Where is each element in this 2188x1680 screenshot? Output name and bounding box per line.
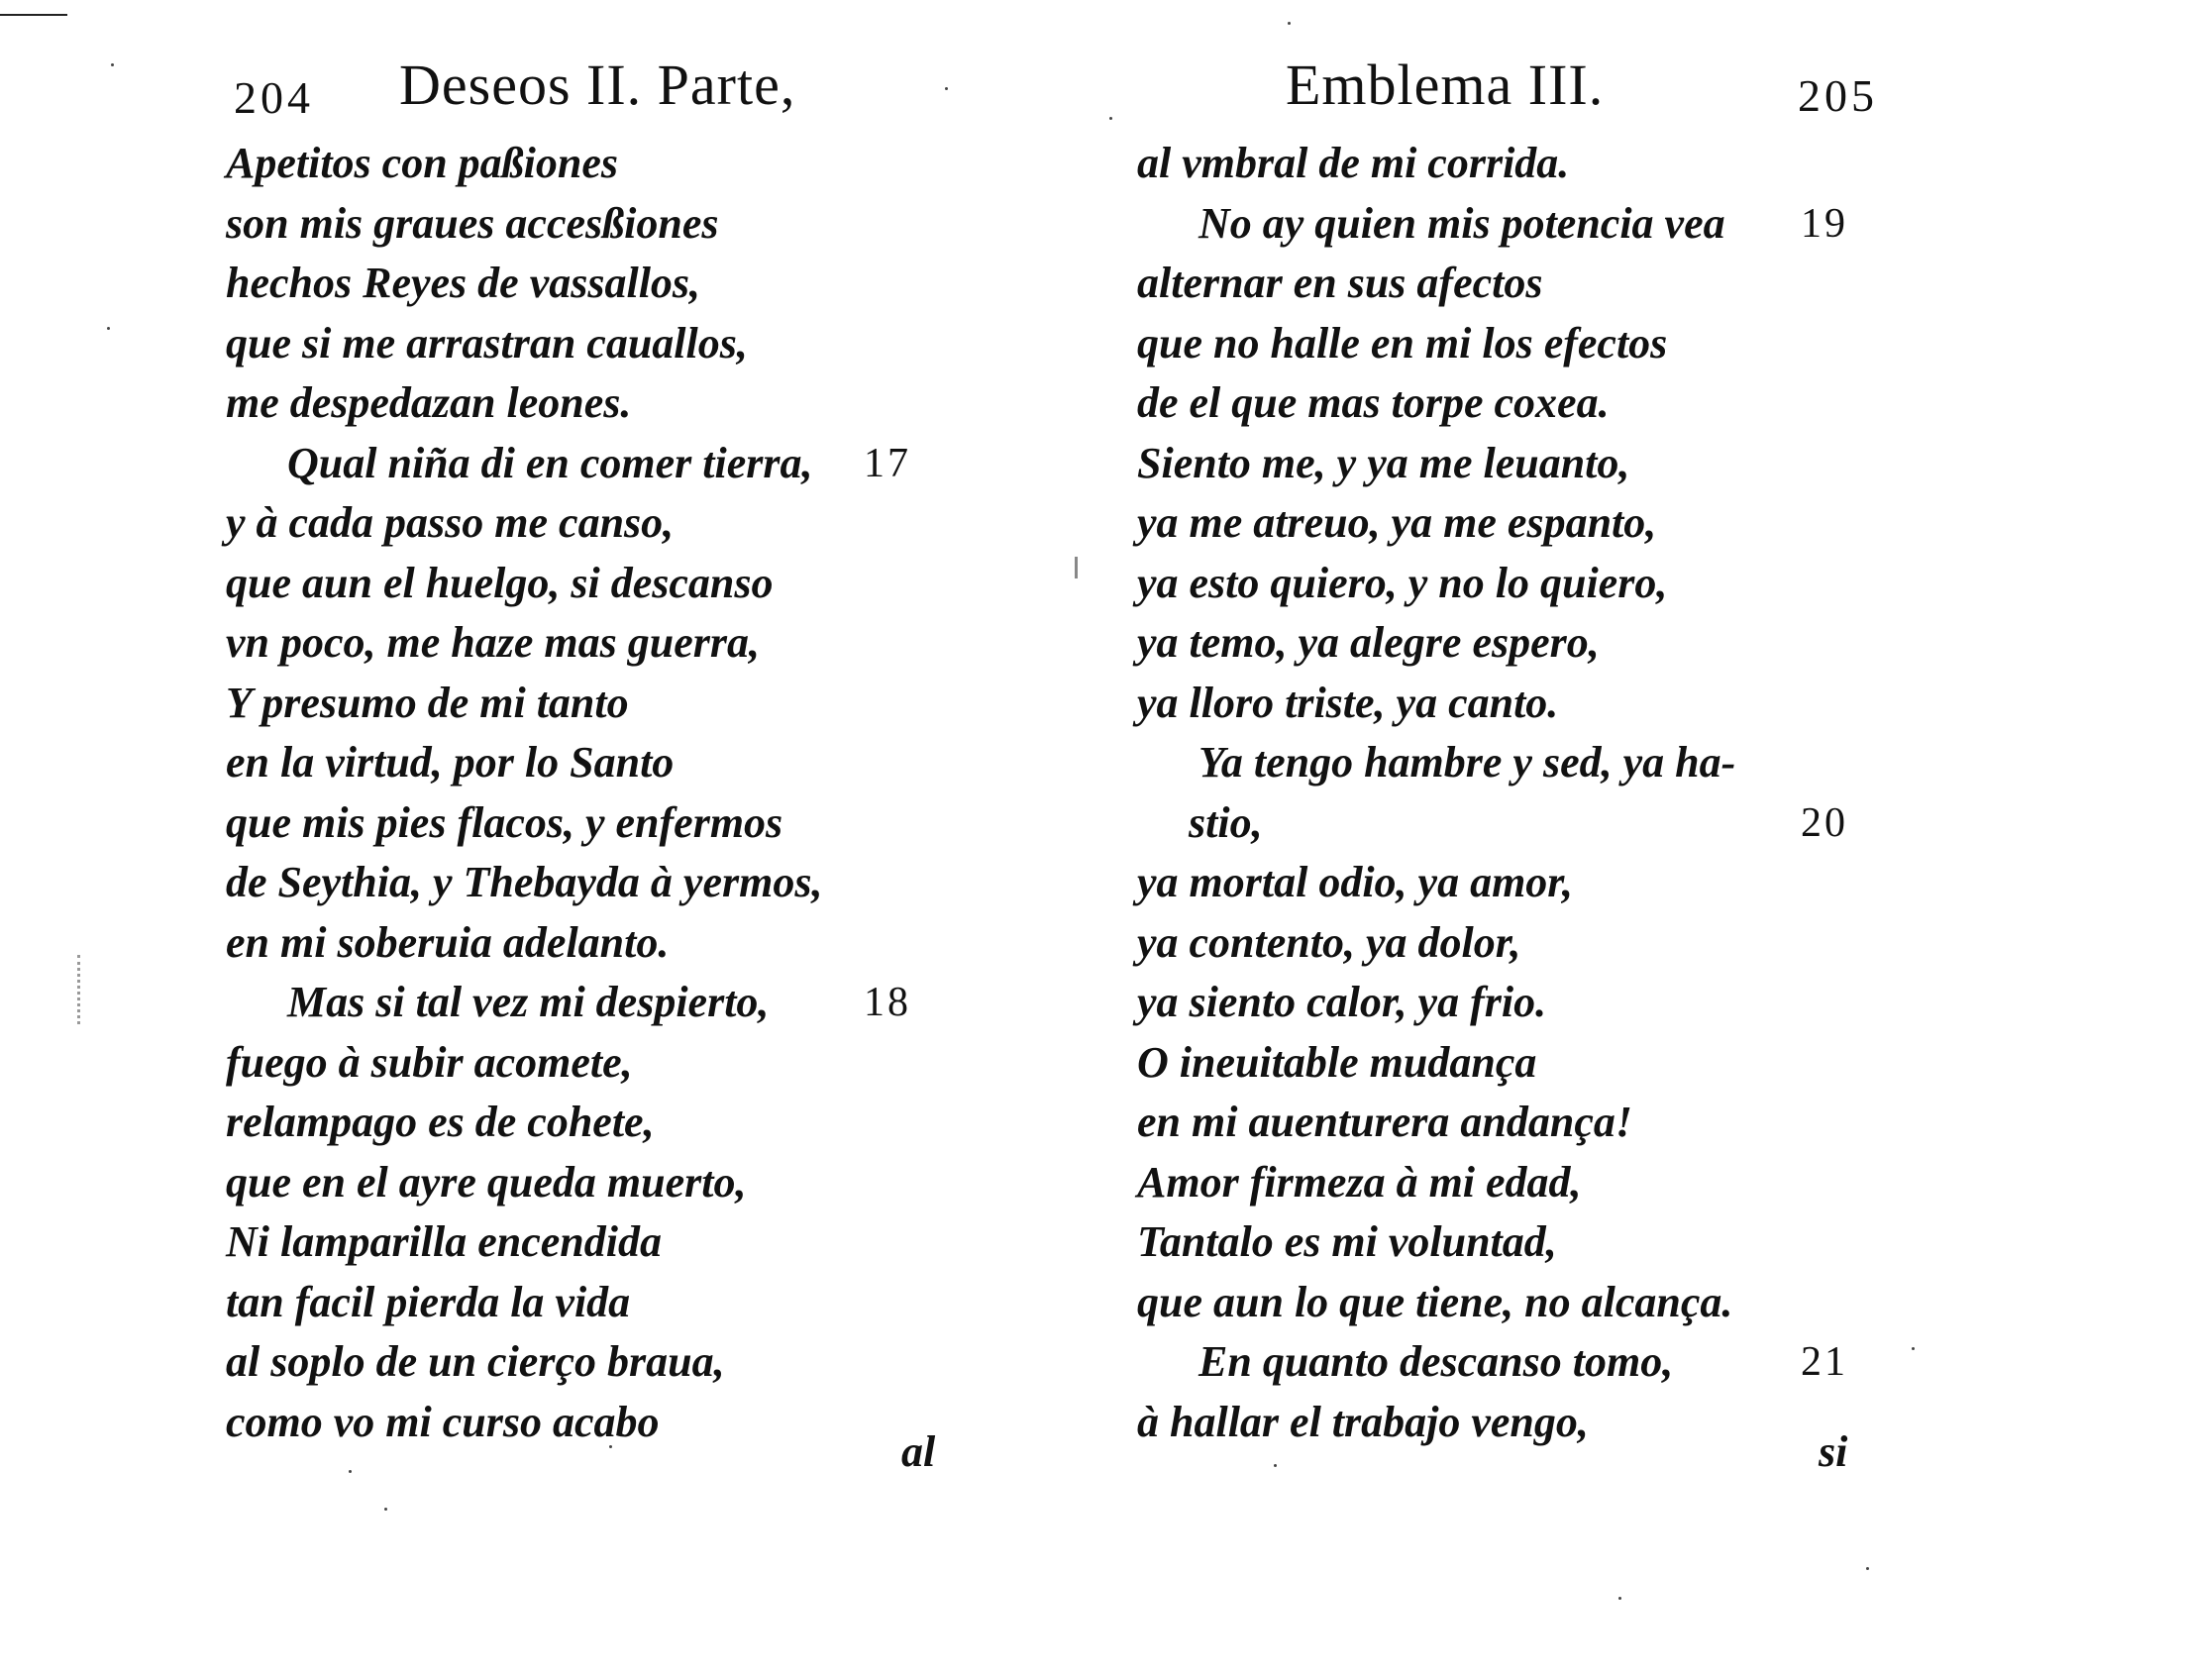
right-stanza-number: 20: [1801, 799, 1848, 846]
paper-speck: [945, 87, 948, 90]
right-verse-line: [1137, 1332, 1870, 1393]
right-verse-line: [1137, 674, 1870, 734]
right-verse-line: [1137, 1393, 1870, 1453]
right-verse-text: No ay quien mis potencia vea: [1198, 198, 1725, 248]
left-verse-text: que aun el huelgo, si descanso: [226, 558, 774, 607]
left-verse-line: [226, 194, 979, 255]
left-verse-text: tan facil pierda la vida: [226, 1277, 631, 1326]
left-verse-text: Qual niña di en comer tierra,: [287, 438, 813, 487]
right-verse-text: ya temo, ya alegre espero,: [1137, 618, 1600, 667]
right-verse-list: [1137, 134, 1870, 1452]
right-verse-line: [1137, 1273, 1870, 1333]
paper-speck: [384, 1508, 387, 1511]
right-stanza-number: 21: [1801, 1339, 1848, 1385]
left-verse-text: Apetitos con paßiones: [226, 139, 619, 187]
right-verse-line: [1137, 254, 1870, 314]
right-page-number: 205: [1798, 70, 1878, 121]
right-catchword: si: [1819, 1427, 1848, 1476]
right-verse-text: ya me atreuo, ya me espanto,: [1137, 498, 1657, 547]
left-verse-line: [226, 613, 979, 674]
margin-speckles: [77, 955, 83, 1024]
left-verse-text: Y presumo de mi tanto: [226, 678, 629, 727]
left-verse-line: [226, 1393, 979, 1453]
right-verse-line: [1137, 1212, 1870, 1273]
left-verse-list: [226, 134, 979, 1452]
left-verse-line: [226, 434, 979, 494]
left-verse-line: [226, 793, 979, 854]
right-verse-text: En quanto descanso tomo,: [1198, 1337, 1674, 1386]
right-verse-text: al vmbral de mi corrida.: [1137, 139, 1570, 187]
right-verse-line: [1137, 913, 1870, 974]
right-verse-text: ya contento, ya dolor,: [1137, 917, 1521, 967]
left-verse-text: en la virtud, por lo Santo: [226, 738, 675, 787]
right-verse-line: [1137, 134, 1870, 194]
right-verse-line: [1137, 853, 1870, 913]
left-verse-text: de Seythia, y Thebayda à yermos,: [226, 858, 823, 906]
right-verse-text: ya siento calor, ya frio.: [1137, 978, 1547, 1026]
left-verse-text: en mi soberuia adelanto.: [226, 917, 670, 967]
right-verse-text: à hallar el trabajo vengo,: [1137, 1397, 1589, 1446]
left-verse-line: [226, 674, 979, 734]
left-stanza-number: 17: [864, 440, 911, 486]
paper-speck: [1109, 117, 1112, 120]
right-verse-line: [1137, 1153, 1870, 1213]
left-catchword: al: [901, 1427, 936, 1476]
paper-speck: [609, 1445, 612, 1448]
right-verse-text: alternar en sus afectos: [1137, 259, 1543, 307]
corner-rule: [0, 14, 67, 16]
right-verse-line: [1137, 373, 1870, 434]
left-verse-text: vn poco, me haze mas guerra,: [226, 618, 760, 667]
paper-speck: [111, 63, 114, 66]
right-verse-line: [1137, 733, 1870, 793]
right-stanza-number: 19: [1801, 200, 1848, 247]
left-verse-line: [226, 1273, 979, 1333]
left-verse-text: al soplo de un cierço braua,: [226, 1337, 725, 1386]
paper-speck: [1866, 1567, 1869, 1570]
right-verse-text: stio,: [1189, 797, 1263, 847]
paper-speck: [107, 327, 110, 330]
left-verse-line: [226, 1093, 979, 1153]
left-running-head: Deseos II. Parte,: [399, 52, 796, 117]
right-verse-text: que no halle en mi los efectos: [1137, 318, 1668, 368]
left-verse-line: [226, 733, 979, 793]
left-verse-text: que si me arrastran cauallos,: [226, 318, 748, 368]
right-verse-line: [1137, 793, 1870, 854]
right-verse-text: en mi auenturera andança!: [1137, 1098, 1632, 1146]
left-verse-text: fuego à subir acomete,: [226, 1037, 633, 1087]
left-verse-line: [226, 1332, 979, 1393]
right-verse-line: [1137, 493, 1870, 554]
left-verse-text: y à cada passo me canso,: [226, 498, 675, 547]
left-stanza-number: 18: [864, 980, 911, 1025]
right-verse-text: que aun lo que tiene, no alcança.: [1137, 1277, 1733, 1326]
left-verse-line: [226, 1212, 979, 1273]
left-verse-text: como vo mi curso acabo: [226, 1397, 660, 1446]
paper-speck: [1274, 1464, 1277, 1467]
left-verse-line: [226, 254, 979, 314]
left-verse-line: [226, 134, 979, 194]
left-verse-text: Ni lamparilla encendida: [226, 1217, 662, 1266]
right-verse-text: Ya tengo hambre y sed, ya ha-: [1198, 738, 1736, 787]
right-verse-text: ya mortal odio, ya amor,: [1137, 858, 1573, 906]
left-verse-text: Mas si tal vez mi despierto,: [287, 978, 770, 1026]
left-page-header: [226, 52, 979, 131]
right-verse-line: [1137, 613, 1870, 674]
right-verse-line: [1137, 1033, 1870, 1094]
left-verse-line: [226, 1033, 979, 1094]
right-verse-line: [1137, 434, 1870, 494]
left-verse-line: [226, 373, 979, 434]
paper-speck: [1912, 1347, 1915, 1350]
right-page-header: [1137, 52, 1878, 131]
left-page-number: 204: [234, 72, 314, 123]
right-verse-text: ya lloro triste, ya canto.: [1137, 678, 1559, 727]
right-verse-text: Tantalo es mi voluntad,: [1137, 1217, 1557, 1266]
left-verse-line: [226, 913, 979, 974]
right-verse-line: [1137, 1093, 1870, 1153]
left-verse-line: [226, 314, 979, 374]
left-verse-text: me despedazan leones.: [226, 378, 632, 427]
right-verse-line: [1137, 194, 1870, 255]
right-verse-text: Siento me, y ya me leuanto,: [1137, 438, 1630, 487]
left-verse-text: relampago es de cohete,: [226, 1098, 655, 1146]
right-verse-text: de el que mas torpe coxea.: [1137, 378, 1610, 427]
left-verse-text: que en el ayre queda muerto,: [226, 1157, 747, 1207]
right-verse-text: O ineuitable mudança: [1137, 1037, 1537, 1087]
gutter-mark: [1075, 557, 1078, 578]
right-verse-line: [1137, 973, 1870, 1033]
paper-speck: [1288, 22, 1291, 25]
paper-speck: [1618, 1597, 1621, 1600]
left-verse-text: hechos Reyes de vassallos,: [226, 259, 701, 307]
right-verse-line: [1137, 554, 1870, 614]
left-verse-text: son mis graues accesßiones: [226, 198, 719, 248]
right-verse-text: ya esto quiero, y no lo quiero,: [1137, 558, 1668, 607]
left-verse-line: [226, 493, 979, 554]
left-verse-text: que mis pies flacos, y enfermos: [226, 797, 783, 847]
left-verse-line: [226, 973, 979, 1033]
left-verse-line: [226, 554, 979, 614]
right-running-head: Emblema III.: [1286, 52, 1605, 117]
right-verse-text: Amor firmeza à mi edad,: [1137, 1157, 1582, 1207]
paper-speck: [349, 1470, 352, 1473]
right-verse-line: [1137, 314, 1870, 374]
left-verse-line: [226, 853, 979, 913]
left-verse-line: [226, 1153, 979, 1213]
